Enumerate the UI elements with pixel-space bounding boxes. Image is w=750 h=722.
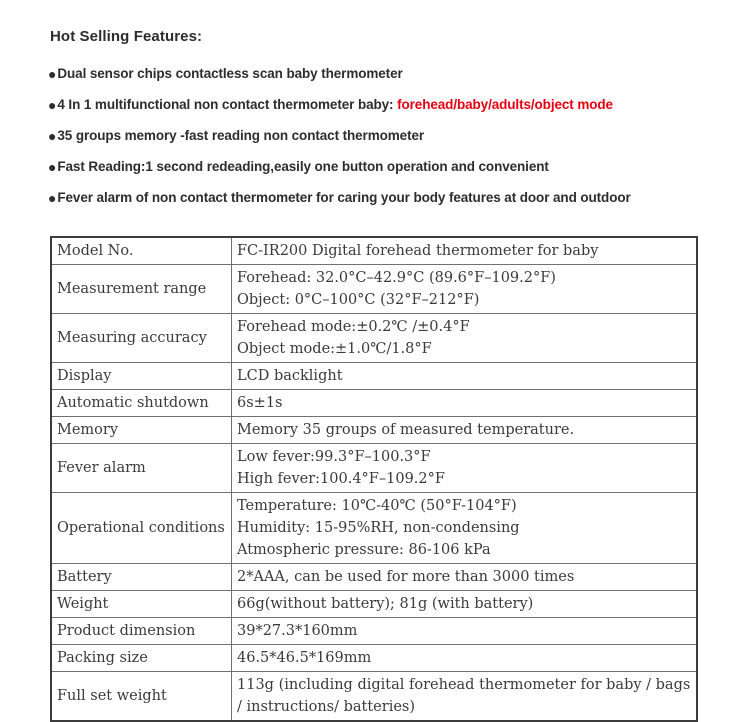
spec-value-cell	[232, 591, 698, 618]
feature-item-4-in-1	[48, 89, 702, 120]
spec-table-row	[51, 618, 697, 645]
spec-value-line: Memory 35 groups of measured temperature.	[237, 422, 575, 438]
spec-table-row	[51, 363, 697, 390]
feature-item-fever-alarm	[48, 182, 702, 213]
bullet-icon: ●	[48, 190, 57, 206]
spec-table	[50, 236, 698, 722]
spec-label-cell: Memory	[51, 417, 232, 444]
spec-table-row	[51, 645, 697, 672]
spec-label-cell: Full set weight	[51, 672, 232, 722]
spec-label-cell: Measuring accuracy	[51, 314, 232, 363]
spec-label-cell: Battery	[51, 564, 232, 591]
spec-value-cell	[232, 564, 698, 591]
spec-value-cell	[232, 314, 698, 363]
feature-text: Fast Reading:1 second redeading,easily one button operation and convenient	[57, 159, 549, 174]
features-list	[48, 58, 702, 213]
feature-text: 4 In 1 multifunctional non contact thermometer baby:	[57, 97, 398, 112]
spec-label-cell: Model No.	[51, 237, 232, 265]
spec-label-cell: Product dimension	[51, 618, 232, 645]
spec-value-line: LCD backlight	[237, 368, 343, 384]
spec-table-body	[51, 237, 697, 721]
bullet-icon: ●	[48, 97, 57, 113]
spec-value-line: Forehead mode:±0.2℃ /±0.4°F	[237, 319, 470, 335]
spec-value-cell	[232, 237, 698, 265]
spec-table-row	[51, 314, 697, 363]
feature-text: Fever alarm of non contact thermometer for caring your body features at door and outdoor	[57, 190, 631, 205]
spec-table-row	[51, 591, 697, 618]
bullet-icon: ●	[48, 159, 57, 175]
spec-label-cell: Operational conditions	[51, 493, 232, 564]
spec-value-line: Atmospheric pressure: 86-106 kPa	[237, 542, 491, 558]
spec-value-line: Temperature: 10℃-40℃ (50°F-104°F)	[237, 498, 517, 514]
spec-value-cell	[232, 493, 698, 564]
spec-value-line: 2*AAA, can be used for more than 3000 times	[237, 569, 575, 585]
spec-table-row	[51, 672, 697, 722]
spec-value-line: 66g(without battery); 81g (with battery)	[237, 596, 534, 612]
spec-label-cell: Weight	[51, 591, 232, 618]
spec-table-row	[51, 237, 697, 265]
spec-value-cell	[232, 265, 698, 314]
spec-value-line: 46.5*46.5*169mm	[237, 650, 372, 666]
bullet-icon: ●	[48, 128, 57, 144]
feature-item-dual-sensor	[48, 58, 702, 89]
spec-table-row	[51, 417, 697, 444]
spec-value-cell	[232, 645, 698, 672]
spec-table-row	[51, 265, 697, 314]
spec-value-line: 113g (including digital forehead thermometer for baby / bags / instructions/ batteries)	[237, 677, 691, 715]
spec-value-cell	[232, 618, 698, 645]
spec-value-cell	[232, 444, 698, 493]
spec-label-cell: Automatic shutdown	[51, 390, 232, 417]
spec-value-cell	[232, 363, 698, 390]
spec-label-cell: Fever alarm	[51, 444, 232, 493]
spec-value-cell	[232, 417, 698, 444]
spec-label-cell: Packing size	[51, 645, 232, 672]
spec-label-cell: Measurement range	[51, 265, 232, 314]
spec-value-cell	[232, 672, 698, 722]
spec-value-line: Object: 0°C–100°C (32°F–212°F)	[237, 292, 480, 308]
spec-table-row	[51, 493, 697, 564]
spec-value-line: High fever:100.4°F–109.2°F	[237, 471, 445, 487]
spec-value-line: FC-IR200 Digital forehead thermometer for baby	[237, 243, 599, 259]
spec-table-row	[51, 390, 697, 417]
bullet-icon: ●	[48, 66, 57, 82]
spec-value-line: 39*27.3*160mm	[237, 623, 358, 639]
feature-highlight-text: forehead/baby/adults/object mode	[397, 97, 613, 112]
feature-text: Dual sensor chips contactless scan baby thermometer	[57, 66, 403, 81]
features-heading: Hot Selling Features:	[50, 28, 203, 45]
feature-item-fast-reading	[48, 151, 702, 182]
spec-table-row	[51, 564, 697, 591]
spec-value-line: Forehead: 32.0°C–42.9°C (89.6°F–109.2°F)	[237, 270, 556, 286]
spec-value-cell	[232, 390, 698, 417]
feature-item-35-groups-memory	[48, 120, 702, 151]
spec-value-line: Humidity: 15-95%RH, non-condensing	[237, 520, 520, 536]
spec-table-row	[51, 444, 697, 493]
spec-value-line: Low fever:99.3°F–100.3°F	[237, 449, 431, 465]
spec-value-line: 6s±1s	[237, 395, 283, 411]
spec-value-line: Object mode:±1.0℃/1.8°F	[237, 341, 432, 357]
spec-label-cell: Display	[51, 363, 232, 390]
feature-text: 35 groups memory -fast reading non contact thermometer	[57, 128, 425, 143]
